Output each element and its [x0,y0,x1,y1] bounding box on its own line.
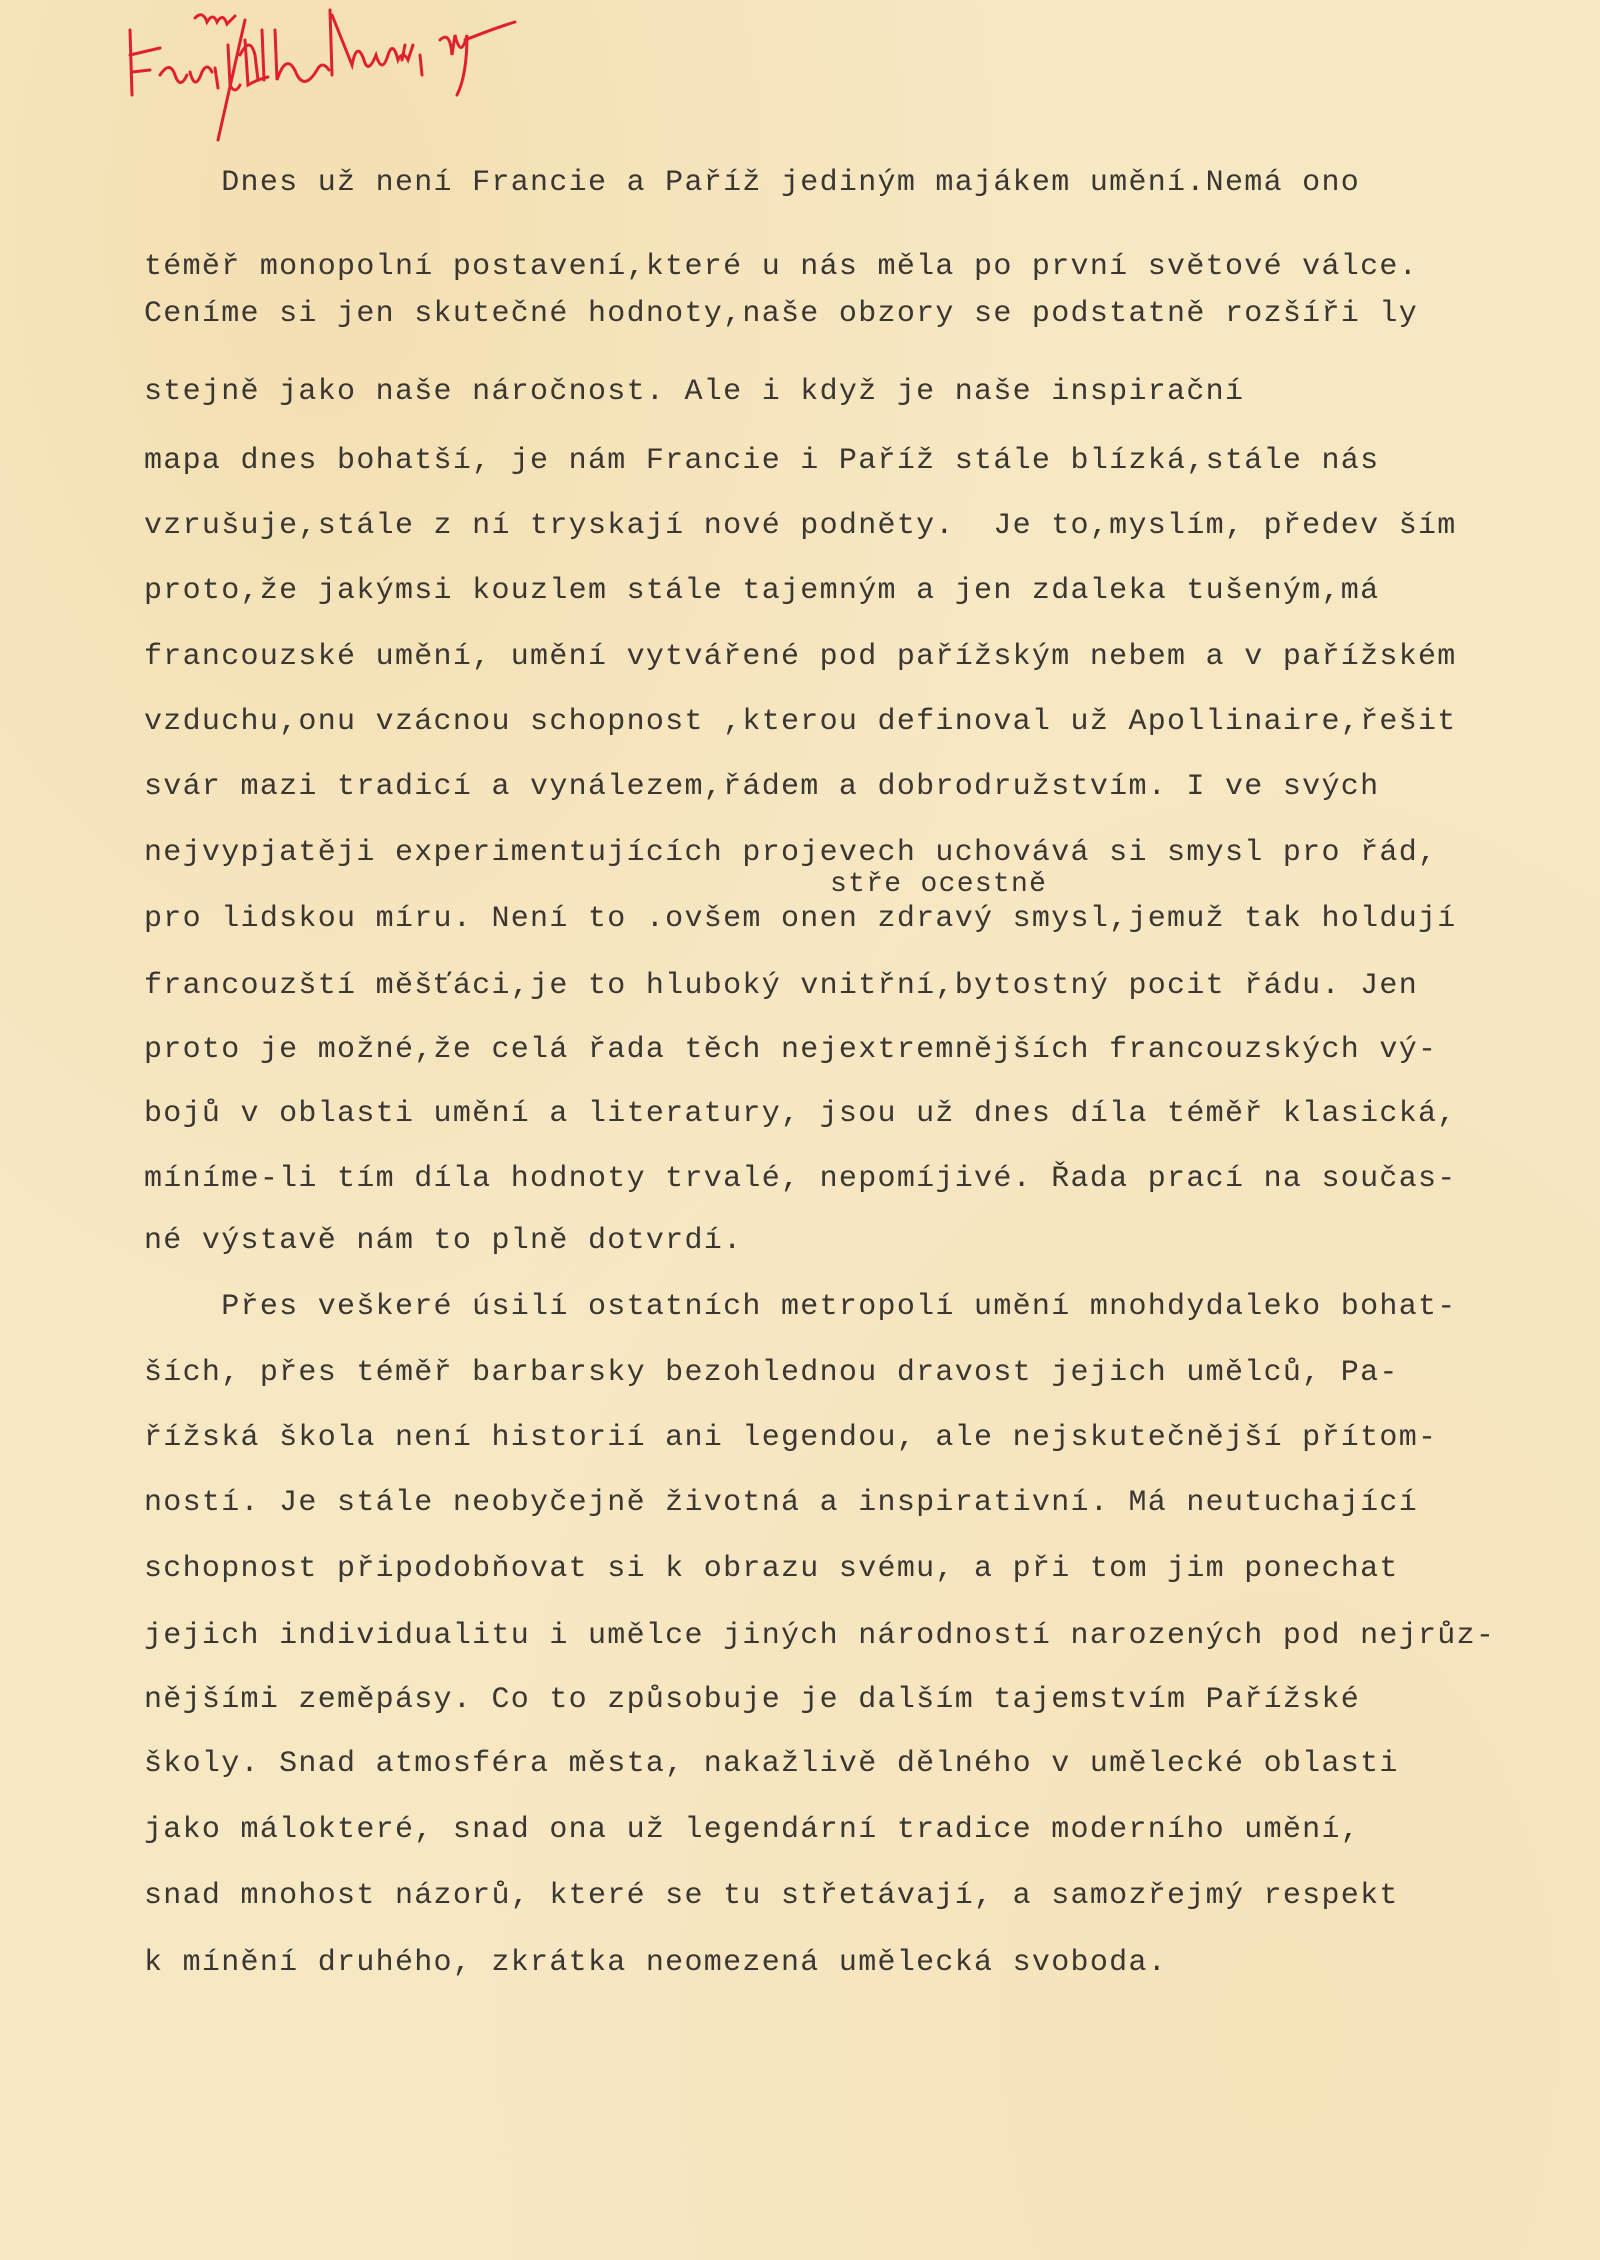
text-line: pro lidskou míru. Není to .ovšem onen zdravý smysl,jemuž tak holdují [144,902,1457,936]
text-line: ších, přes téměř barbarsky bezohlednou dravost jejich umělců, Pa- [144,1356,1399,1390]
text-line: Dnes už není Francie a Paříž jediným majákem umění.Nemá ono [144,166,1361,200]
text-line: nejvypjatěji experimentujících projevech uchovává si smysl pro řád, [144,836,1438,870]
text-line: svár mazi tradicí a vynálezem,řádem a dobrodružstvím. I ve svých [144,770,1380,804]
text-line: vzrušuje,stále z ní tryskají nové podněty. Je to,myslím, předev ším [144,509,1457,543]
text-line: Přes veškeré úsilí ostatních metropolí umění mnohdydaleko bohat- [144,1290,1457,1324]
text-line: školy. Snad atmosféra města, nakažlivě dělného v umělecké oblasti [144,1747,1399,1781]
text-line: proto,že jakýmsi kouzlem stále tajemným a jen zdaleka tušeným,má [144,574,1380,608]
text-line: stejně jako naše náročnost. Ale i když je naše inspirační [144,375,1245,409]
text-line: řížská škola není historií ani legendou, ale nejskutečnější přítom- [144,1421,1438,1455]
text-line: schopnost připodobňovat si k obrazu svému, a při tom jim ponechat [144,1552,1399,1586]
text-line: vzduchu,onu vzácnou schopnost ,kterou definoval už Apollinaire,řešit [144,705,1457,739]
text-line: mapa dnes bohatší, je nám Francie i Paříž stále blízká,stále nás [144,444,1380,478]
text-line: k mínění druhého, zkrátka neomezená umělecká svoboda. [144,1946,1168,1980]
text-line: snad mnohost názorů, které se tu střetávají, a samozřejmý respekt [144,1879,1399,1913]
text-line: francouzské umění, umění vytvářené pod pařížským nebem a v pařížském [144,640,1457,674]
text-line: bojů v oblasti umění a literatury, jsou už dnes díla téměř klasická, [144,1097,1457,1131]
text-line: jejich individualitu i umělce jiných národností narozených pod nejrůz- [144,1619,1496,1653]
text-line: míníme-li tím díla hodnoty trvalé, nepomíjivé. Řada prací na součas- [144,1162,1457,1196]
text-line: ností. Je stále neobyčejně životná a inspirativní. Má neutuchající [144,1486,1418,1520]
handwritten-annotation [0,0,1600,160]
text-line: proto je možné,že celá řada těch nejextremnějších francouzských vý- [144,1033,1438,1067]
text-line: nějšími zeměpásy. Co to způsobuje je dalším tajemstvím Pařížské [144,1683,1361,1717]
text-line: Ceníme si jen skutečné hodnoty,naše obzory se podstatně rozšíři ly [144,297,1418,331]
text-line: jako málokteré, snad ona už legendární tradice moderního umění, [144,1813,1361,1847]
typed-insertion: stře ocestně [830,869,1048,900]
text-line: téměř monopolní postavení,které u nás měla po první světové válce. [144,250,1418,284]
text-line: né výstavě nám to plně dotvrdí. [144,1224,743,1258]
text-line: francouzští měšťáci,je to hluboký vnitřní,bytostný pocit řádu. Jen [144,969,1418,1003]
